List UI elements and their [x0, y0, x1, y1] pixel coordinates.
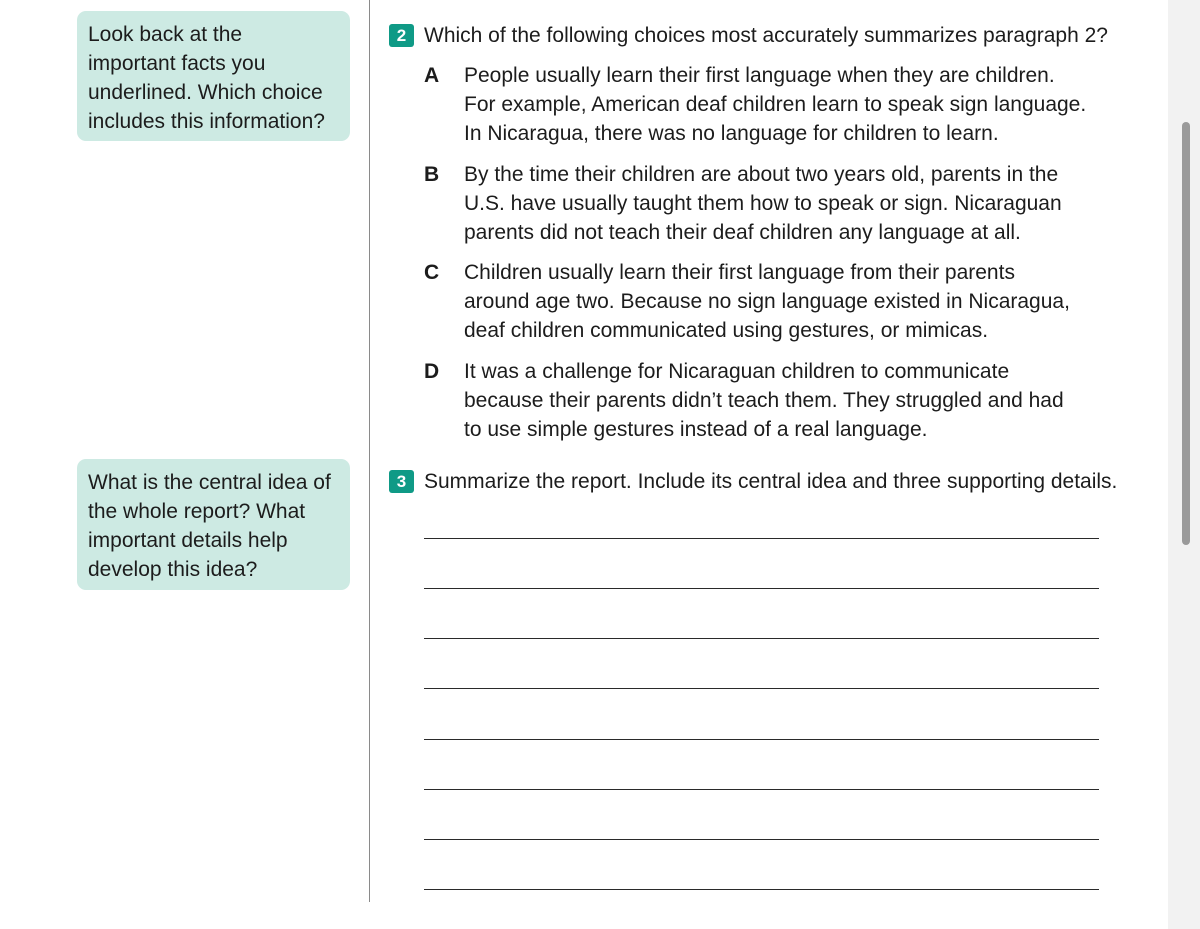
question-number-badge: 3: [389, 470, 414, 493]
choice-text: People usually learn their first language when they are children. For example, American deaf children learn to speak sign language. In Nicaragua, there was no language for children to learn.: [464, 64, 1087, 145]
hint-box-question-2: Look back at the important facts you underlined. Which choice includes this information?: [77, 11, 350, 141]
answer-line[interactable]: [424, 688, 1099, 689]
choice-text: It was a challenge for Nicaraguan children to communicate because their parents didn’t teach them. They struggled and had to use simple gestures instead of a real language.: [464, 360, 1064, 441]
question-2: [389, 21, 1108, 50]
answer-line[interactable]: [424, 739, 1099, 740]
choice-letter: C: [424, 261, 440, 284]
answer-line[interactable]: [424, 588, 1099, 589]
scrollbar-thumb[interactable]: [1182, 122, 1190, 545]
column-divider: [369, 0, 370, 902]
choice-text: Children usually learn their first language from their parents around age two. Because no sign language existed in Nicaragua, deaf children communicated using gestures, or mimicas.: [464, 261, 1070, 342]
answer-line[interactable]: [424, 889, 1099, 890]
choice-d[interactable]: [424, 357, 1124, 444]
answer-line[interactable]: [424, 638, 1099, 639]
choice-b[interactable]: [424, 160, 1124, 247]
answer-line[interactable]: [424, 538, 1099, 539]
choice-text: By the time their children are about two years old, parents in the U.S. have usually taught them how to speak or sign. Nicaraguan parents did not teach their deaf children any language at all.: [464, 163, 1062, 244]
answer-line[interactable]: [424, 839, 1099, 840]
choice-letter: B: [424, 163, 440, 186]
question-number-badge: 2: [389, 24, 414, 47]
choice-c[interactable]: [424, 258, 1124, 345]
choice-letter: D: [424, 360, 440, 383]
choice-a[interactable]: [424, 61, 1124, 148]
choice-letter: A: [424, 64, 440, 87]
question-prompt: Which of the following choices most accurately summarizes paragraph 2?: [424, 24, 1108, 47]
hint-box-question-3: What is the central idea of the whole report? What important details help develop this idea?: [77, 459, 350, 590]
answer-line[interactable]: [424, 789, 1099, 790]
question-prompt: Summarize the report. Include its central idea and three supporting details.: [424, 470, 1118, 493]
question-3: [389, 467, 1117, 496]
